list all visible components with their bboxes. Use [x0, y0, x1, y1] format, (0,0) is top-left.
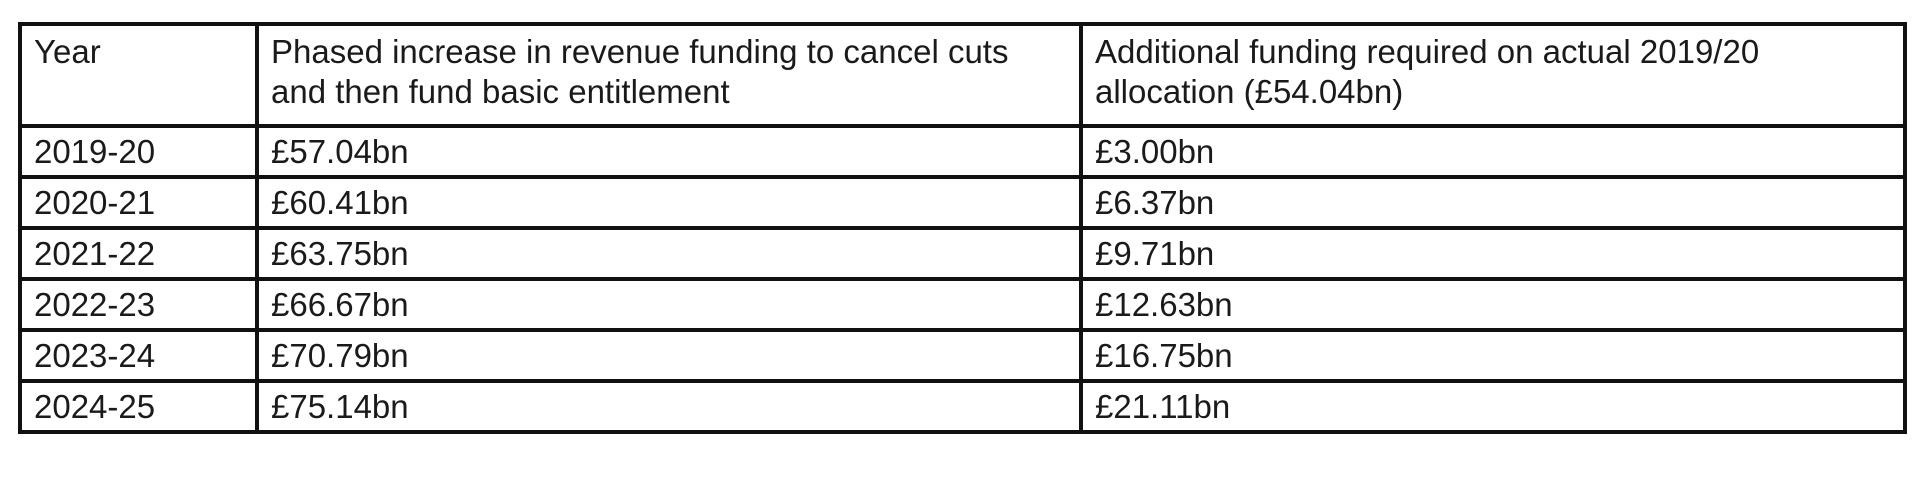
cell-phased-increase: £75.14bn — [257, 381, 1081, 432]
table-row — [20, 279, 1905, 330]
cell-year: 2019-20 — [20, 126, 257, 177]
cell-additional-funding: £12.63bn — [1081, 279, 1905, 330]
cell-year: 2024-25 — [20, 381, 257, 432]
cell-additional-funding: £21.11bn — [1081, 381, 1905, 432]
cell-additional-funding: £16.75bn — [1081, 330, 1905, 381]
header-additional-funding: Additional funding required on actual 2019/20 allocation (£54.04bn) — [1081, 24, 1905, 126]
cell-year: 2020-21 — [20, 177, 257, 228]
cell-year: 2023-24 — [20, 330, 257, 381]
header-phased-increase: Phased increase in revenue funding to cancel cuts and then fund basic entitlement — [257, 24, 1081, 126]
cell-phased-increase: £66.67bn — [257, 279, 1081, 330]
table-row — [20, 126, 1905, 177]
table-row — [20, 228, 1905, 279]
table-row — [20, 177, 1905, 228]
table-row — [20, 381, 1905, 432]
header-year: Year — [20, 24, 257, 126]
table-header — [20, 24, 1905, 126]
funding-table — [18, 22, 1907, 434]
cell-year: 2021-22 — [20, 228, 257, 279]
cell-additional-funding: £9.71bn — [1081, 228, 1905, 279]
table-row — [20, 330, 1905, 381]
cell-additional-funding: £3.00bn — [1081, 126, 1905, 177]
cell-phased-increase: £63.75bn — [257, 228, 1081, 279]
cell-phased-increase: £70.79bn — [257, 330, 1081, 381]
table-body — [20, 126, 1905, 432]
header-row — [20, 24, 1905, 126]
cell-additional-funding: £6.37bn — [1081, 177, 1905, 228]
cell-phased-increase: £60.41bn — [257, 177, 1081, 228]
cell-year: 2022-23 — [20, 279, 257, 330]
cell-phased-increase: £57.04bn — [257, 126, 1081, 177]
